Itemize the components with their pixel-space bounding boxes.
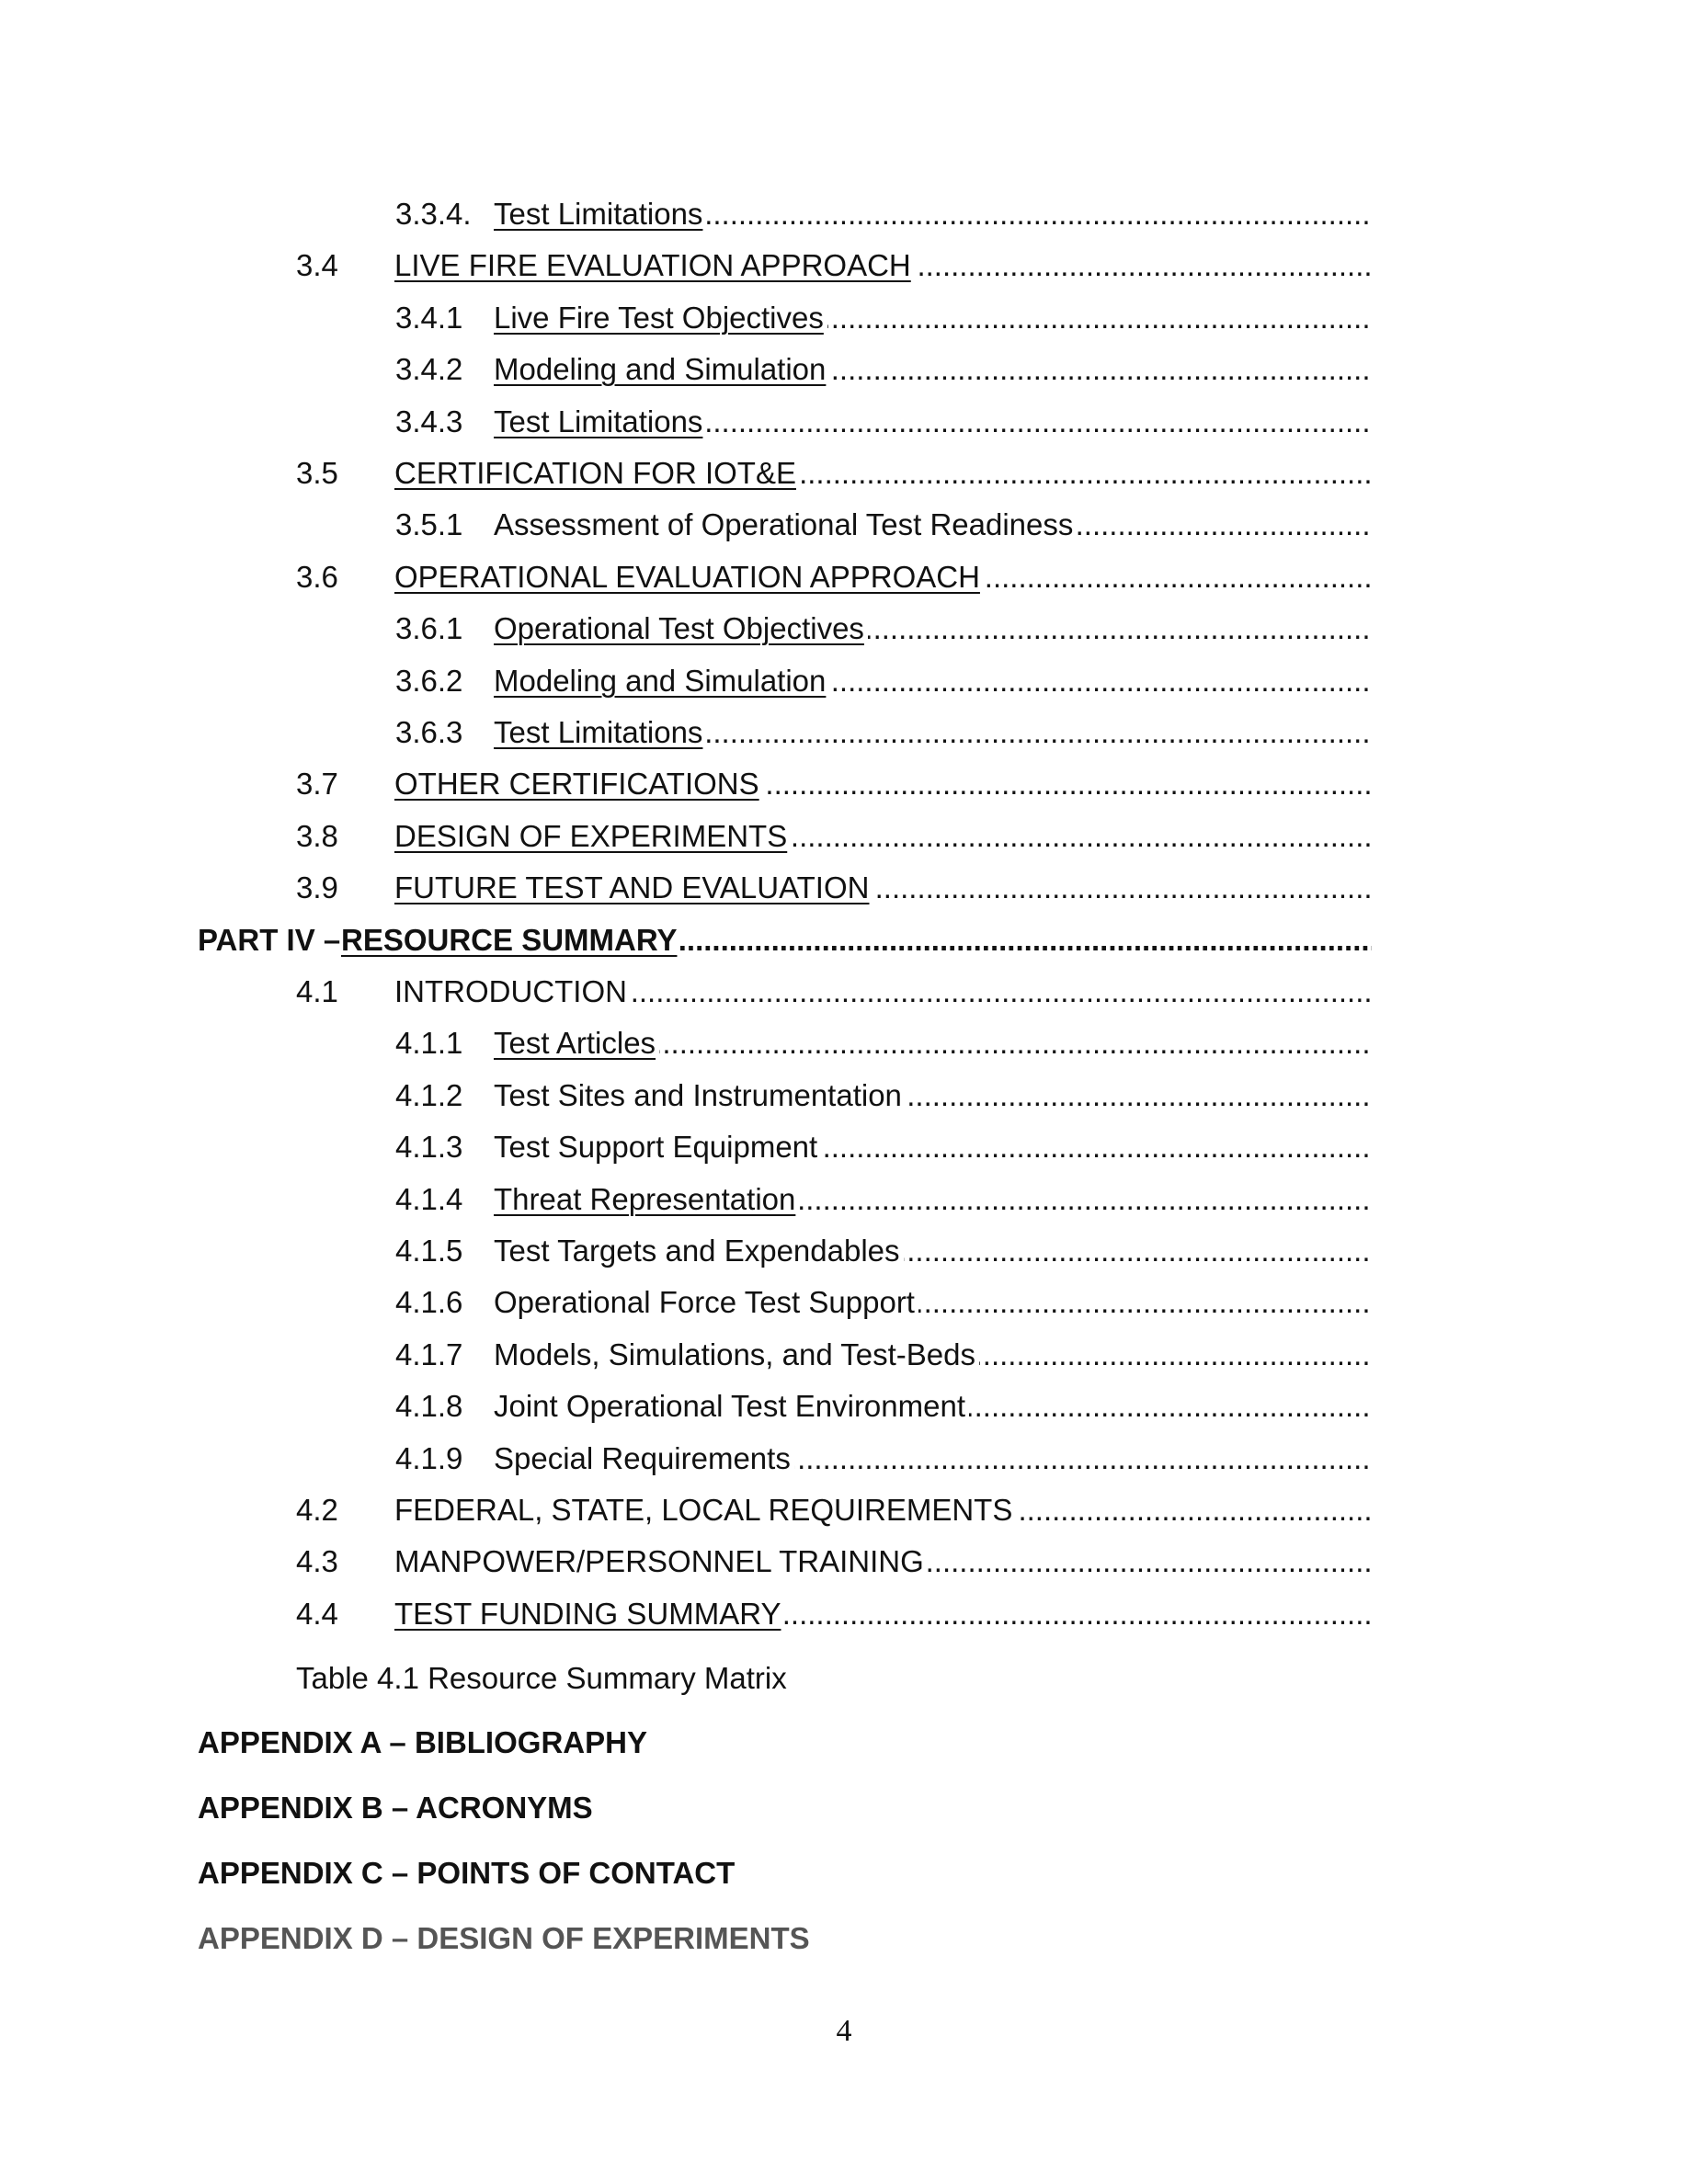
toc-entry-title: DESIGN OF EXPERIMENTS [394, 819, 791, 853]
toc-entry-number: 3.8 [296, 819, 338, 853]
toc-entry-number: PART IV – [198, 923, 341, 957]
toc-entry-title-with-leader [394, 1541, 1372, 1583]
toc-entry-number: 3.9 [296, 870, 338, 904]
toc-entry[interactable] [395, 1178, 1372, 1221]
toc-entry-title-with-leader [394, 1593, 1372, 1635]
toc-entry-title: RESOURCE SUMMARY [341, 923, 680, 957]
toc-entry-title-with-leader [394, 815, 1372, 858]
toc-entry-title-with-leader [394, 971, 1372, 1013]
toc-entry-number: 4.1.8 [395, 1389, 463, 1423]
toc-entry-title: OPERATIONAL EVALUATION APPROACH [394, 560, 984, 594]
toc-entry-title-with-leader [394, 245, 1372, 287]
toc-entry-number: 3.4 [296, 248, 338, 282]
toc-entry-number: 4.3 [296, 1544, 338, 1578]
toc-entry[interactable] [395, 1075, 1372, 1117]
table-caption: Table 4.1 Resource Summary Matrix [296, 1661, 787, 1695]
toc-entry[interactable] [395, 1281, 1372, 1324]
toc-entry-title-with-leader [494, 1334, 1372, 1376]
toc-entry-number: 4.1.5 [395, 1234, 463, 1268]
toc-entry[interactable] [395, 401, 1372, 443]
appendix-d-entry[interactable]: APPENDIX D – DESIGN OF EXPERIMENTS [198, 1921, 810, 1955]
toc-entry-title: OTHER CERTIFICATIONS [394, 767, 763, 801]
toc-entry-title: Models, Simulations, and Test-Beds [494, 1337, 979, 1371]
toc-entry-title-with-leader [341, 919, 1372, 961]
toc-entry-number: 4.1.9 [395, 1441, 463, 1475]
toc-entry[interactable] [395, 608, 1372, 650]
toc-entry-title: Special Requirements [494, 1441, 794, 1475]
toc-entry[interactable] [395, 1438, 1372, 1480]
toc-entry[interactable] [395, 660, 1372, 702]
toc-entry-title: CERTIFICATION FOR IOT&E [394, 456, 800, 490]
toc-entry-number: 4.1.4 [395, 1182, 463, 1216]
toc-entry-title: MANPOWER/PERSONNEL TRAINING [394, 1544, 928, 1578]
toc-entry[interactable] [296, 971, 1372, 1013]
toc-entry-number: 3.5.1 [395, 507, 463, 541]
toc-entry-title: Test Limitations [494, 197, 706, 231]
toc-entry-number: 3.7 [296, 767, 338, 801]
toc-entry-title-with-leader [394, 556, 1372, 598]
toc-entry-title: Test Sites and Instrumentation [494, 1078, 906, 1112]
toc-entry-title-with-leader [494, 504, 1372, 546]
appendix-c-entry[interactable]: APPENDIX C – POINTS OF CONTACT [198, 1856, 736, 1890]
toc-entry-title: Test Articles [494, 1026, 659, 1060]
toc-entry-title-with-leader [394, 763, 1372, 805]
toc-entry-number: 4.1.6 [395, 1285, 463, 1319]
toc-entry-number: 3.6.2 [395, 664, 463, 698]
toc-entry[interactable] [296, 763, 1372, 805]
toc-entry-title: Test Targets and Expendables [494, 1234, 904, 1268]
toc-entry-number: 3.3.4. [395, 197, 472, 231]
toc-entry[interactable] [395, 1022, 1372, 1064]
toc-entry-title: Live Fire Test Objectives [494, 301, 827, 335]
toc-entry-title-with-leader [494, 1438, 1372, 1480]
toc-entry-title-with-leader [494, 348, 1372, 391]
toc-entry[interactable] [395, 193, 1372, 235]
toc-entry-title-with-leader [494, 1281, 1372, 1324]
toc-entry-title-with-leader [494, 1230, 1372, 1272]
toc-entry-title: TEST FUNDING SUMMARY [394, 1597, 784, 1631]
toc-entry-title: Test Limitations [494, 404, 706, 438]
toc-entry-title-with-leader [394, 867, 1372, 909]
toc-entry-title-with-leader [494, 297, 1372, 339]
toc-entry[interactable] [395, 297, 1372, 339]
toc-entry[interactable] [296, 1489, 1372, 1531]
toc-entry-title: Test Support Equipment [494, 1130, 821, 1164]
page-number: 4 [836, 2014, 852, 2048]
toc-entry[interactable] [296, 452, 1372, 495]
toc-entry-number: 3.4.2 [395, 352, 463, 386]
toc-entry-title-with-leader [394, 1489, 1372, 1531]
toc-entry-title-with-leader [494, 1022, 1372, 1064]
toc-entry[interactable] [395, 711, 1372, 754]
toc-entry-number: 3.6.1 [395, 611, 463, 645]
toc-entry[interactable] [395, 504, 1372, 546]
toc-entry-title-with-leader [494, 1126, 1372, 1168]
toc-entry-title: Modeling and Simulation [494, 352, 829, 386]
toc-entry-title: Threat Representation [494, 1182, 799, 1216]
toc-entry[interactable] [395, 348, 1372, 391]
toc-entry-title-with-leader [394, 452, 1372, 495]
toc-entry-title: Operational Force Test Support [494, 1285, 918, 1319]
toc-entry-title-with-leader [494, 401, 1372, 443]
appendix-b-entry[interactable]: APPENDIX B – ACRONYMS [198, 1791, 593, 1825]
appendix-a-entry[interactable]: APPENDIX A – BIBLIOGRAPHY [198, 1725, 647, 1759]
toc-entry-title: Joint Operational Test Environment [494, 1389, 969, 1423]
toc-entry-number: 3.6 [296, 560, 338, 594]
toc-entry-title-with-leader [494, 1075, 1372, 1117]
toc-entry-number: 3.6.3 [395, 715, 463, 749]
toc-entry-number: 4.4 [296, 1597, 338, 1631]
toc-entry-title: Assessment of Operational Test Readiness [494, 507, 1077, 541]
toc-entry[interactable] [296, 245, 1372, 287]
toc-entry-title: Modeling and Simulation [494, 664, 829, 698]
toc-entry-title: Test Limitations [494, 715, 706, 749]
toc-entry-title-with-leader [494, 608, 1372, 650]
toc-entry-title-with-leader [494, 193, 1372, 235]
toc-entry-title-with-leader [494, 660, 1372, 702]
toc-entry-number: 4.1 [296, 974, 338, 1008]
toc-entry[interactable] [395, 1334, 1372, 1376]
toc-entry[interactable] [198, 919, 1372, 961]
toc-entry-number: 3.5 [296, 456, 338, 490]
toc-entry[interactable] [395, 1230, 1372, 1272]
toc-entry-title: FEDERAL, STATE, LOCAL REQUIREMENTS [394, 1493, 1016, 1527]
toc-entry[interactable] [395, 1126, 1372, 1168]
toc-entry[interactable] [296, 1593, 1372, 1635]
toc-entry-number: 4.1.2 [395, 1078, 463, 1112]
toc-entry[interactable] [296, 815, 1372, 858]
toc-entry-number: 4.1.1 [395, 1026, 463, 1060]
toc-entry-title-with-leader [494, 711, 1372, 754]
toc-entry-title: FUTURE TEST AND EVALUATION [394, 870, 873, 904]
toc-entry-number: 3.4.1 [395, 301, 463, 335]
toc-entry-number: 4.2 [296, 1493, 338, 1527]
toc-entry-title: LIVE FIRE EVALUATION APPROACH [394, 248, 915, 282]
toc-entry[interactable] [296, 867, 1372, 909]
toc-entry[interactable] [395, 1385, 1372, 1428]
toc-entry[interactable] [296, 1541, 1372, 1583]
toc-entry-title: INTRODUCTION [394, 974, 631, 1008]
toc-entry-title-with-leader [494, 1385, 1372, 1428]
toc-entry-number: 3.4.3 [395, 404, 463, 438]
toc-entry-number: 4.1.7 [395, 1337, 463, 1371]
toc-entry-title-with-leader [494, 1178, 1372, 1221]
toc-entry[interactable] [296, 556, 1372, 598]
toc-entry-title: Operational Test Objectives [494, 611, 868, 645]
toc-entry-number: 4.1.3 [395, 1130, 463, 1164]
